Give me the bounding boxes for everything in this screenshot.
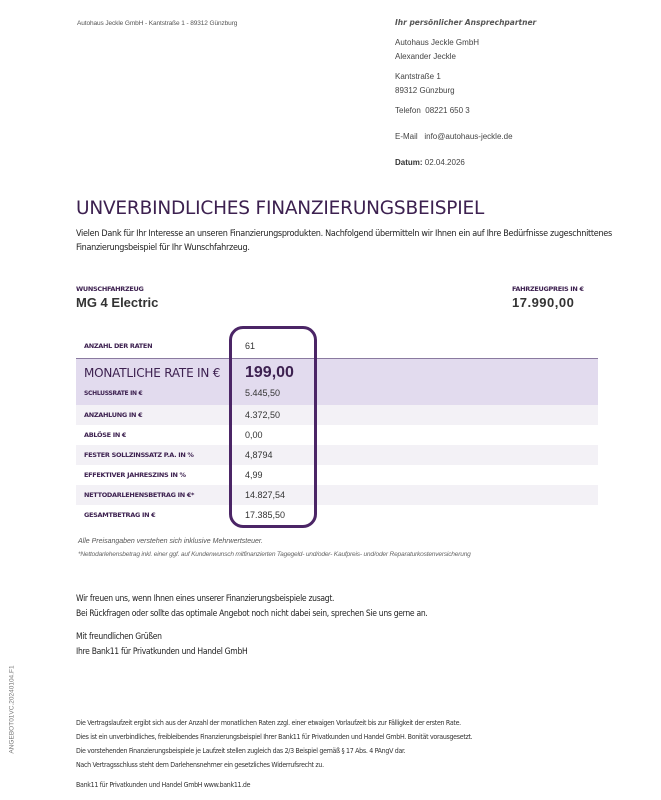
table-row [76,485,598,505]
row-value: 4,8794 [245,450,273,460]
contact-date-row [395,156,536,170]
contact-block [395,16,536,170]
closing-block [76,592,428,660]
footer-line-1: Die Vertragslaufzeit ergibt sich aus der Anzahl der monatlichen Raten zzgl. einer etwaigen Vorlaufzeit bis zur Fälligkeit der ersten Rate. [76,719,461,727]
vat-note: Alle Preisangaben verstehen sich inklusive Mehrwertsteuer. [78,538,263,545]
table-row [76,505,598,525]
row-value: 17.385,50 [245,510,286,520]
table-row [76,465,598,485]
sender-address-line: Autohaus Jeckle GmbH - Kantstraße 1 - 89312 Günzburg [77,20,238,27]
footnote: *Nettodarlehensbetrag inkl. einer ggf. auf Kundenwunsch mitfinanzierten Tagegeld- und/oder- Kaufpreis- und/oder Reparaturkostenversicherung [78,551,471,558]
row-value: 0,00 [245,430,263,440]
vehicle-price-label: FAHRZEUGPREIS IN € [512,285,584,293]
monthly-rate-value: 199,00 [245,364,294,381]
closing-line-2: Bei Rückfragen oder sollte das optimale Angebot noch nicht dabei sein, sprechen Sie uns gerne an. [76,609,428,619]
rates-value: 61 [245,341,256,351]
monthly-rate-label: MONATLICHE RATE IN € [84,366,221,380]
row-label: ABLÖSE IN € [84,431,127,439]
row-value: 14.827,54 [245,490,286,500]
footer-line-2: Dies ist ein unverbindliches, freibleibendes Finanzierungsbeispiel Ihrer Bank11 für Privatkunden und Handel GmbH. Bonität vorausgesetzt. [76,733,473,741]
closing-line-1: Wir freuen uns, wenn Ihnen eines unserer Finanzierungsbeispiele zusagt. [76,594,335,604]
financing-table [76,334,598,525]
phone-value: 08221 650 3 [425,106,470,115]
table-row [76,425,598,445]
row-value: 4.372,50 [245,410,281,420]
date-value: 02.04.2026 [424,158,465,167]
footer-line-4: Nach Vertragsschluss steht dem Darlehensnehmer ein gesetzliches Widerrufsrecht zu. [76,761,324,769]
contact-street: Kantstraße 1 [395,72,441,81]
vehicle-label: WUNSCHFAHRZEUG [76,285,144,293]
footer-line-3: Die vorstehenden Finanzierungsbeispiele je Laufzeit stellen zugleich das 2/3 Beispiel gemäß § 17 Abs. 4 PAngV dar. [76,747,406,755]
final-rate-value: 5.445,50 [245,388,281,398]
row-label: EFFEKTIVER JAHRESZINS IN % [84,471,186,479]
table-row-monthly-rate [76,359,598,405]
footer-bank: Bank11 für Privatkunden und Handel GmbH www.bank11.de [76,781,251,789]
final-rate-label: SCHLUSSRATE IN € [84,390,143,397]
contact-title: Ihr persönlicher Ansprechpartner [395,18,537,27]
table-row-rates [76,334,598,359]
intro-text: Vielen Dank für Ihr Interesse an unseren Finanzierungsprodukten. Nachfolgend übermitteln wir Ihnen ein auf Ihre Bedürfnisse zugeschnittenes Finanzierungsbeispiel für Ihr Wunschfahrzeug. [76,229,612,253]
row-label: NETTODARLEHENSBETRAG IN €* [84,491,195,499]
email-value[interactable]: info@autohaus-jeckle.de [424,132,513,141]
date-label: Datum: [395,158,423,167]
vehicle-price: 17.990,00 [512,295,575,310]
document-code: ANGEBOT01VC.20240104.F1 [8,665,16,754]
value-highlight-box [229,326,317,528]
contact-email-row [395,130,536,144]
signature: Ihre Bank11 für Privatkunden und Handel GmbH [76,647,248,657]
row-label: FESTER SOLLZINSSATZ P.A. IN % [84,451,194,459]
table-row [76,445,598,465]
contact-city: 89312 Günzburg [395,86,455,95]
contact-phone-row [395,104,536,118]
phone-label: Telefon [395,106,421,115]
vehicle-name: MG 4 Electric [76,295,159,310]
greeting: Mit freundlichen Grüßen [76,632,162,642]
page-title: UNVERBINDLICHES FINANZIERUNGSBEISPIEL [76,198,485,219]
table-row [76,405,598,425]
legal-footer [76,716,472,792]
contact-person: Alexander Jeckle [395,52,456,61]
row-label: GESAMTBETRAG IN € [84,511,156,519]
row-value: 4,99 [245,470,263,480]
contact-company: Autohaus Jeckle GmbH [395,38,480,47]
email-label: E-Mail [395,132,418,141]
row-label: ANZAHLUNG IN € [84,411,143,419]
rates-label: ANZAHL DER RATEN [84,342,153,350]
